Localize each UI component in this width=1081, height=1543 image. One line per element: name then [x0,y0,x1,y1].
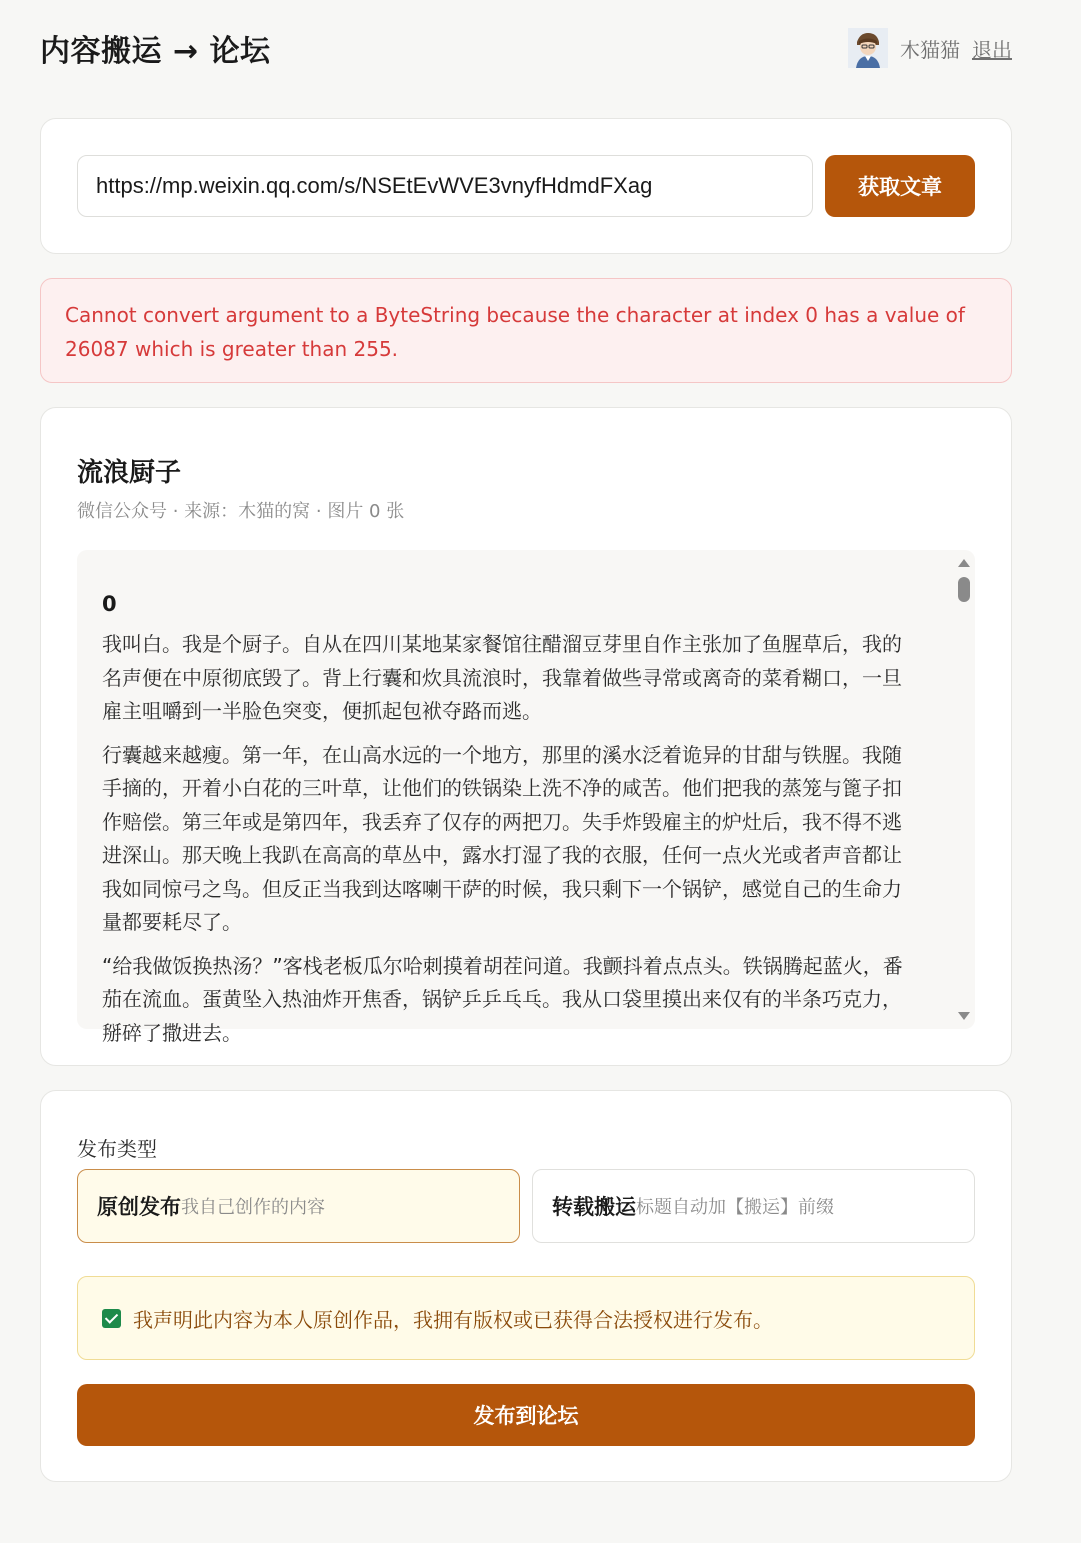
user-info [848,28,1012,68]
type-option-repost[interactable] [532,1169,975,1243]
article-content[interactable] [77,550,975,1045]
type-option-desc: 我自己创作的内容 [181,1197,325,1218]
article-title: 流浪厨子 [77,458,182,488]
article-scrollbar[interactable] [951,550,975,1029]
username: 木猫猫 [900,37,960,62]
publish-type-label: 发布类型 [77,1137,157,1161]
publish-button[interactable]: 发布到论坛 [77,1384,975,1446]
declaration-box [77,1276,975,1360]
article-meta: 微信公众号 · 来源：木猫的窝 · 图片 0 张 [77,501,405,522]
declaration-text[interactable]: 我声明此内容为本人原创作品，我拥有版权或已获得合法授权进行发布。 [133,1307,773,1332]
logout-link[interactable]: 退出 [972,37,1012,62]
avatar[interactable] [848,28,888,68]
page-title: 内容搬运 → 论坛 [40,34,271,69]
scroll-up-arrow-icon[interactable] [958,559,970,567]
scroll-down-arrow-icon[interactable] [958,1012,970,1020]
scroll-thumb[interactable] [958,577,970,602]
article-paragraph: 我叫白。我是个厨子。自从在四川某地某家餐馆往醋溜豆芽里自作主张加了鱼腥草后，我的名声便在中原彻底毁了。背上行囊和炊具流浪时，我靠着做些寻常或离奇的菜肴糊口，一旦雇主咀嚼到一半脸色突变，便抓起包袱夺路而逃。 [102,632,902,723]
type-option-name: 原创发布 [97,1195,181,1219]
article-heading: 0 [102,592,117,616]
declaration-checkbox[interactable] [102,1309,121,1328]
article-paragraph: 行囊越来越瘦。第一年，在山高水远的一个地方，那里的溪水泛着诡异的甘甜与铁腥。我随手摘的，开着小白花的三叶草，让他们的铁锅染上洗不净的咸苦。他们把我的蒸笼与篦子扣作赔偿。第三年或是第四年，我丢弃了仅存的两把刀。失手炸毁雇主的炉灶后，我不得不逃进深山。那天晚上我趴在高高的草丛中，露水打湿了我的衣服，任何一点火光或者声音都让我如同惊弓之鸟。但反正当我到达喀喇干萨的时候，我只剩下一个锅铲，感觉自己的生命力量都要耗尽了。 [102,742,902,934]
fetch-card [40,118,1012,254]
article-text [102,592,920,1060]
type-option-desc: 标题自动加【搬运】前缀 [636,1197,834,1218]
fetch-article-button[interactable]: 获取文章 [825,155,975,217]
article-paragraph: “给我做饭换热汤？”客栈老板瓜尔哈刺摸着胡茬问道。我颤抖着点点头。铁锅腾起蓝火，番茄在流血。蛋黄坠入热油炸开焦香，锅铲乒乒乓乓。我从口袋里摸出来仅有的半条巧克力，掰碎了撒进去。 [102,953,903,1045]
article-preview-card [40,407,1012,1066]
publish-card [40,1090,1012,1482]
header [40,24,1012,72]
type-option-original[interactable] [77,1169,520,1243]
error-message: Cannot convert argument to a ByteString because the character at index 0 has a value of 26087 which is greater than 255. [40,278,1012,383]
url-input[interactable] [77,155,813,217]
type-option-name: 转载搬运 [552,1195,636,1219]
